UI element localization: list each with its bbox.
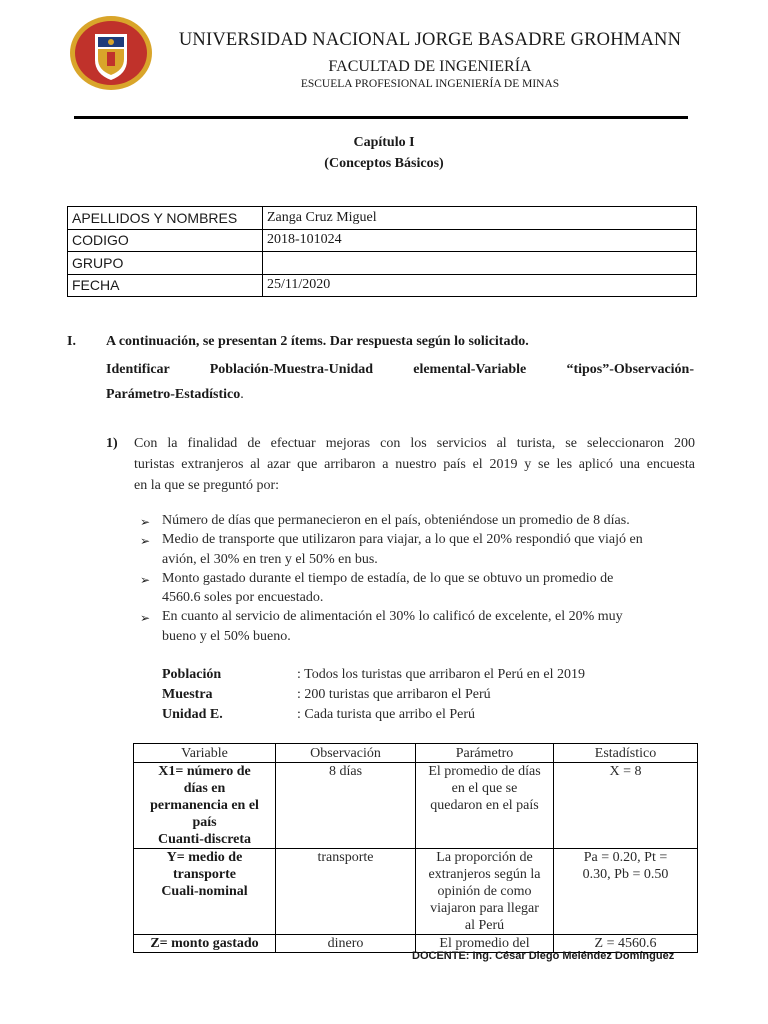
section-number: I. [67,334,76,349]
unit-label: Unidad E. [162,707,223,722]
variable-cell [134,849,276,935]
student-info-table [67,206,697,297]
cell-line: Y= medio de [166,850,243,865]
cell-line: en el que se [451,781,518,796]
problem-number: 1) [106,436,118,451]
unit-value: : Cada turista que arribo el Perú [297,707,476,722]
info-row [68,229,697,252]
footer-docente: DOCENTE: Ing. César Diego Meléndez Domínguez [412,950,675,962]
bullet-arrow-icon: ➢ [140,515,151,529]
table-header-row [134,744,698,763]
cell-line: transporte [317,850,374,865]
info-key: GRUPO [68,252,263,275]
cell-line: El promedio del [439,936,530,951]
observation-cell [276,849,416,935]
parameter-cell [416,763,554,849]
header-rule [74,116,688,119]
variable-cell [134,935,276,953]
info-row [68,252,697,275]
column-header: Estadístico [554,744,698,763]
faculty-name: FACULTAD DE INGENIERÍA [328,58,532,75]
bullet-arrow-icon: ➢ [140,611,151,625]
cell-line: X = 8 [609,764,642,779]
sample-label: Muestra [162,687,213,702]
cell-line: transporte [173,867,236,882]
info-value: Zanga Cruz Miguel [263,207,697,230]
problem-text-line: Con la finalidad de efectuar mejoras con los servicios al turista, se seleccionaron 200 [134,436,695,451]
observation-cell [276,763,416,849]
bullet-text: Número de días que permanecieron en el país, obteniéndose un promedio de 8 días. [162,513,630,528]
statistic-cell [554,763,698,849]
university-name: UNIVERSIDAD NACIONAL JORGE BASADRE GROHMANN [178,30,682,50]
cell-line: permanencia en el [150,798,259,813]
population-label: Población [162,667,222,682]
parameter-cell [416,849,554,935]
cell-line: al Perú [464,918,505,933]
statistic-cell [554,849,698,935]
variables-table [133,743,698,953]
column-header: Observación [276,744,416,763]
info-row [68,274,697,297]
info-row [68,207,697,230]
bullet-arrow-icon: ➢ [140,534,151,548]
info-key: APELLIDOS Y NOMBRES [68,207,263,230]
info-value [263,252,697,275]
identify-instruction-line1: Identificar Población-Muestra-Unidad elemental-Variable “tipos”-Observación- [106,362,694,377]
cell-line: dinero [327,936,364,951]
identify-instruction-end: . [240,387,244,402]
observation-cell [276,935,416,953]
cell-line: X1= número de [158,764,251,779]
bullet-text: 4560.6 soles por encuestado. [162,590,324,605]
bullet-text: avión, el 30% en tren y el 50% en bus. [162,552,378,567]
column-header: Variable [134,744,276,763]
chapter-title: Capítulo I [353,135,415,150]
cell-line: 0.30, Pb = 0.50 [582,867,669,882]
identify-instruction-bold: Parámetro-Estadístico [106,387,241,402]
cell-line: Pa = 0.20, Pt = [583,850,668,865]
table-row [134,763,698,849]
sample-value: : 200 turistas que arribaron el Perú [297,687,491,702]
cell-line: Cuali-nominal [161,884,248,899]
bullet-text: Monto gastado durante el tiempo de estadía, de lo que se obtuvo un promedio de [162,571,614,586]
cell-line: Z= monto gastado [150,936,259,951]
population-value: : Todos los turistas que arribaron el Perú en el 2019 [297,667,586,682]
bullet-text: En cuanto al servicio de alimentación el 30% lo calificó de excelente, el 20% muy [162,609,623,624]
column-header: Parámetro [416,744,554,763]
cell-line: país [192,815,217,830]
cell-line: 8 días [328,764,363,779]
cell-line: viajaron para llegar [430,901,539,916]
cell-line: Cuanti-discreta [157,832,252,847]
bullet-text: bueno y el 50% bueno. [162,629,291,644]
bullet-text: Medio de transporte que utilizaron para viajar, a lo que el 20% respondió que viajó en [162,532,643,547]
table-row [134,849,698,935]
cell-line: Z = 4560.6 [594,936,657,951]
info-key: FECHA [68,274,263,297]
cell-line: quedaron en el país [430,798,539,813]
variable-cell [134,763,276,849]
cell-line: El promedio de días [428,764,541,779]
school-name: ESCUELA PROFESIONAL INGENIERÍA DE MINAS [300,78,560,90]
info-value: 25/11/2020 [263,274,697,297]
section-title: A continuación, se presentan 2 ítems. Dar respuesta según lo solicitado. [106,334,529,349]
cell-line: opinión de como [437,884,532,899]
cell-line: La proporción de [436,850,533,865]
bullet-arrow-icon: ➢ [140,573,151,587]
problem-text-line: turistas extranjeros al azar que arribaron a nuestro país el 2019 y se les aplicó una encuesta [134,457,695,472]
problem-text-line: en la que se preguntó por: [134,478,280,493]
cell-line: días en [183,781,226,796]
info-key: CODIGO [68,229,263,252]
identify-instruction-line2 [106,387,244,403]
university-logo [68,14,154,92]
info-value: 2018-101024 [263,229,697,252]
cell-line: extranjeros según la [428,867,541,882]
chapter-subtitle: (Conceptos Básicos) [324,156,444,171]
